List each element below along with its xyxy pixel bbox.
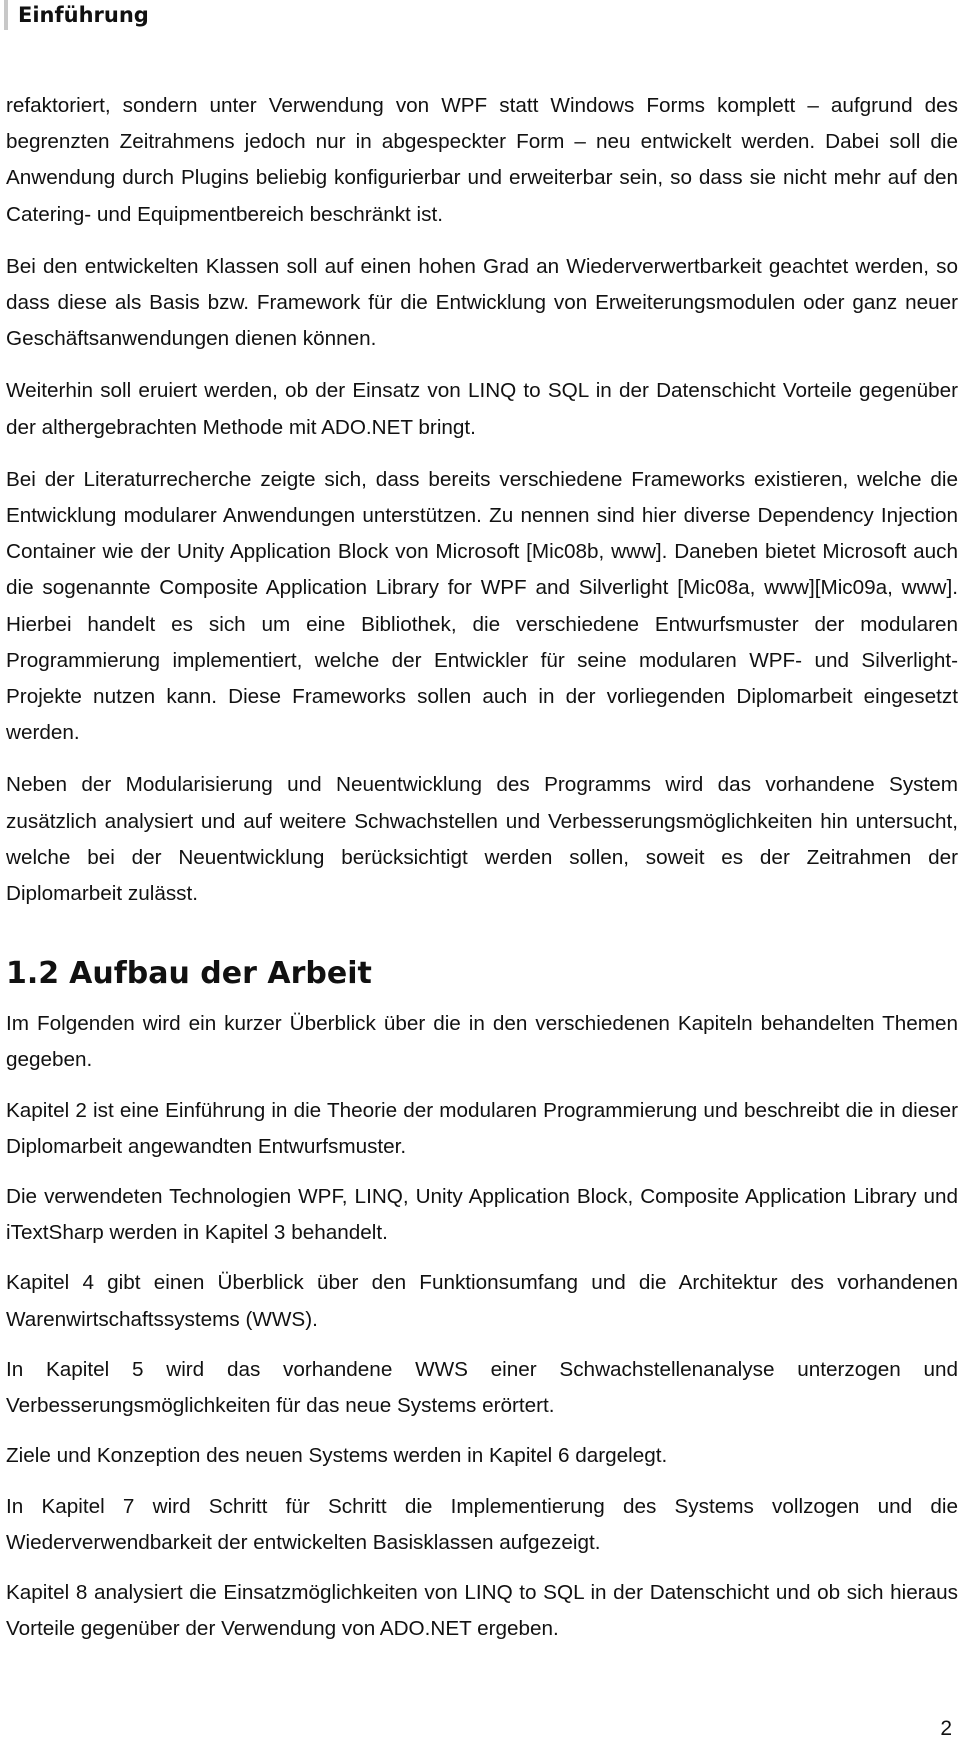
- section-title: Aufbau der Arbeit: [69, 956, 372, 992]
- running-header-title: Einführung: [18, 3, 149, 27]
- body-paragraph: Weiterhin soll eruiert werden, ob der Einsatz von LINQ to SQL in der Datenschicht Vorteile gegenüber der althergebrachten Methode mit ADO.NET bringt.: [6, 379, 958, 439]
- section-paragraph: Kapitel 4 gibt einen Überblick über den Funktionsumfang und die Architektur des vorhandenen Warenwirtschaftssystems (WWS).: [6, 1271, 958, 1331]
- section-paragraph: In Kapitel 5 wird das vorhandene WWS einer Schwachstellenanalyse unterzogen und Verbesserungsmöglichkeiten für das neue Systems erörtert.: [6, 1357, 958, 1418]
- running-header: [4, 0, 604, 30]
- section-number: 1.2: [6, 956, 60, 992]
- body-paragraph: Bei der Literaturrecherche zeigte sich, dass bereits verschiedene Frameworks existieren, welche die Entwicklung modularer Anwendungen unterstützen. Zu nennen sind hier diverse Dependency Injection Container wie der Unity Application Block von Microsoft [Mic08b, www]. Daneben bietet Microsoft auch die sogenannte Composite Application Library for WPF and Silverlight [Mic08a, www][Mic09a, www]. Hierbei handelt es sich um eine Bibliothek, die verschiedene Entwurfsmuster der modularen Programmierung implementiert, welche der Entwickler für seine modularen WPF- und Silverlight-Projekte nutzen kann. Diese Frameworks sollen auch in der vorliegenden Diplomarbeit eingesetzt werden.: [6, 467, 958, 745]
- page-body: [6, 88, 958, 1661]
- section-paragraph: Die verwendeten Technologien WPF, LINQ, Unity Application Block, Composite Application Library und iTextSharp werden in Kapitel 3 behandelt.: [6, 1185, 958, 1245]
- section-heading: [6, 952, 958, 996]
- body-paragraph: refaktoriert, sondern unter Verwendung von WPF statt Windows Forms komplett – aufgrund des begrenzten Zeitrahmens jedoch nur in abgespeckter Form – neu entwickelt werden. Dabei soll die Anwendung durch Plugins beliebig konfigurierbar und erweiterbar sein, so dass sie nicht mehr auf den Catering- und Equipmentbereich beschränkt ist.: [6, 94, 958, 226]
- page-number: 2: [940, 1717, 952, 1740]
- section-paragraph: Im Folgenden wird ein kurzer Überblick über die in den verschiedenen Kapiteln behandelten Themen gegeben.: [6, 1012, 958, 1072]
- section-paragraph: In Kapitel 7 wird Schritt für Schritt die Implementierung des Systems vollzogen und die Wiederverwendbarkeit der entwickelten Basisklassen aufgezeigt.: [6, 1494, 958, 1554]
- section-paragraph: Kapitel 2 ist eine Einführung in die Theorie der modularen Programmierung und beschreibt die in dieser Diplomarbeit angewandten Entwurfsmuster.: [6, 1098, 958, 1158]
- body-paragraph: Bei den entwickelten Klassen soll auf einen hohen Grad an Wiederverwertbarkeit geachtet werden, so dass diese als Basis bzw. Framework für die Entwicklung von Erweiterungsmodulen oder ganz neuer Geschäftsanwendungen dienen können.: [6, 254, 958, 351]
- section-paragraph: Ziele und Konzeption des neuen Systems werden in Kapitel 6 dargelegt.: [6, 1444, 668, 1468]
- body-paragraph: Neben der Modularisierung und Neuentwicklung des Programms wird das vorhandene System zusätzlich analysiert und auf weitere Schwachstellen und Verbesserungsmöglichkeiten hin untersucht, welche bei der Neuentwicklung berücksichtigt werden sollen, soweit es der Zeitrahmen der Diplomarbeit zulässt.: [6, 773, 958, 906]
- section-paragraph: Kapitel 8 analysiert die Einsatzmöglichkeiten von LINQ to SQL in der Datenschicht und ob sich hieraus Vorteile gegenüber der Verwendung von ADO.NET ergeben.: [6, 1580, 958, 1641]
